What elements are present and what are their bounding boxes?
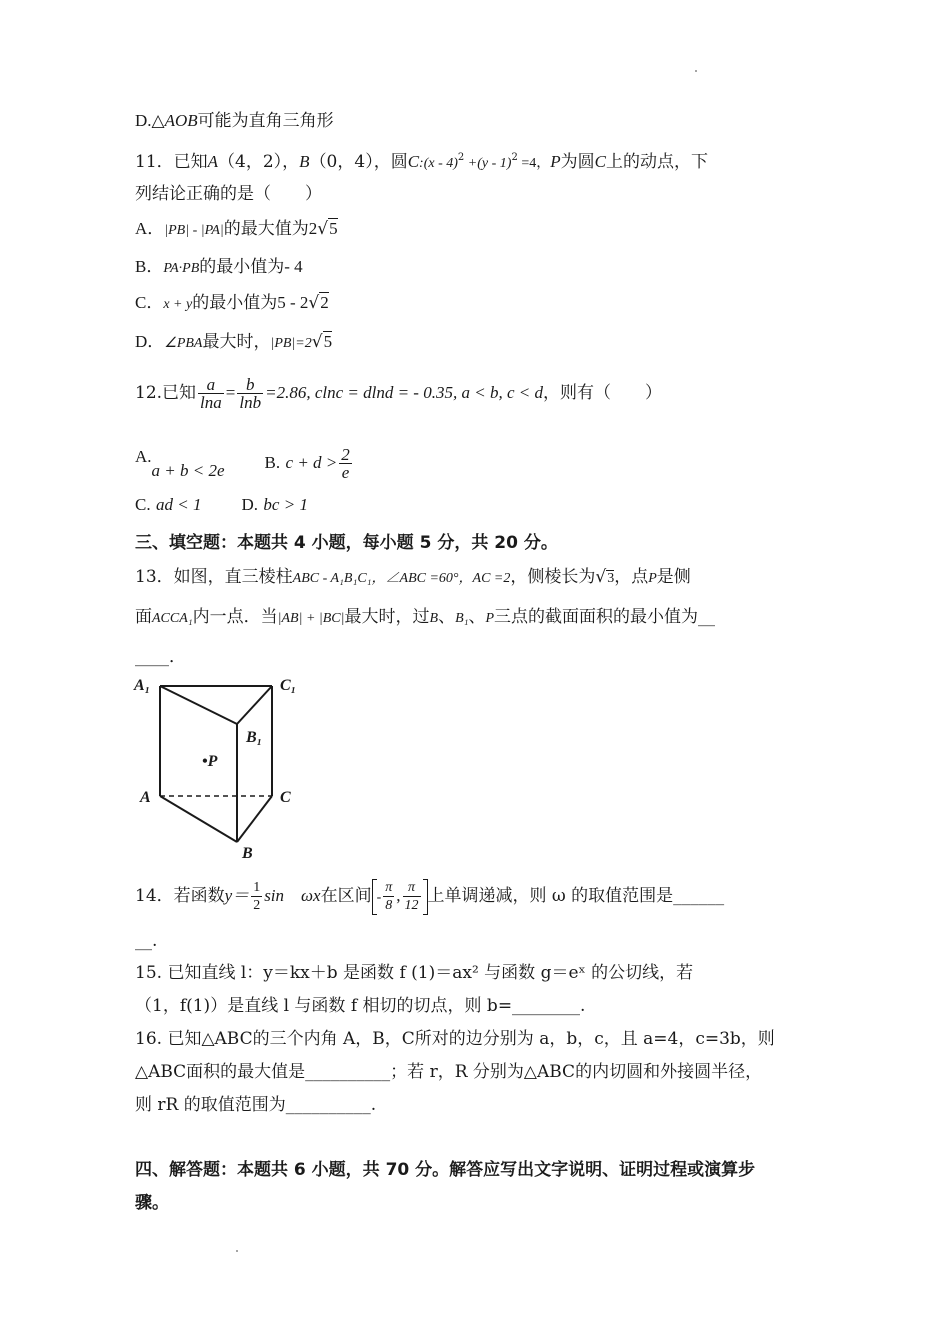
label-a1: A₁	[134, 677, 151, 694]
question-11: 11．已知A（4，2），B（0，4），圆C:(x - 4)$^2$ +(y - 1)$^2$ =4，P为圆C上的动点，下	[135, 152, 708, 172]
question-11-option-a: A．|PB| - |PA|的最大值为2√5	[135, 219, 338, 239]
section-4-heading-line2: 骤。	[135, 1193, 169, 1213]
fraction-a-over-lna: $\frac{a}{\ln a}$	[200, 375, 222, 412]
question-11-option-d: D．∠PBA最大时，|PB|=2√5	[135, 332, 333, 352]
edge-a1b1	[160, 686, 237, 724]
prism-figure	[130, 672, 310, 862]
question-13-line2: 面ACCA₁内一点．当|AB| + |BC|最大时，过B、B₁、P三点的截面面积的最小值为__	[135, 607, 716, 627]
edge-ab	[160, 796, 237, 842]
label-c: C	[280, 789, 291, 806]
question-15-line2: （1，f(1)）是直线 l 与函数 f 相切的切点，则 b=________.	[135, 996, 586, 1016]
label-a: A	[140, 789, 151, 806]
section-3-heading: 三、填空题：本题共 4 小题，每小题 5 分，共 20 分。	[135, 533, 558, 553]
question-12-options-ab: A.a + b < 2e B. c + d > $\frac{2}{e}$	[135, 445, 350, 482]
label-b: B	[242, 845, 253, 862]
scan-dot-top	[695, 70, 697, 72]
question-13-line3: ____．	[135, 647, 186, 667]
question-16: 16. 已知△ABC的三个内角 A，B，C所对的边分别为 a，b，c，且 a=4，c=3b，则	[135, 1029, 775, 1049]
label-c1: C₁	[280, 677, 297, 694]
scan-dot-bottom	[236, 1250, 238, 1252]
question-11-option-b: B．PA·PB的最小值为- 4	[135, 257, 303, 277]
fraction-b-over-lnb: $\frac{b}{\ln b}$	[239, 375, 262, 412]
fraction-pi-over-12: $\frac{\pi}{12}$	[404, 880, 419, 913]
fraction-one-half: $\frac{1}{2}$	[253, 880, 261, 913]
question-16-line3: 则 rR 的取值范围为__________.	[135, 1095, 377, 1115]
edge-c1b1	[237, 686, 272, 724]
edge-cb	[237, 796, 272, 842]
option-d-prev: D.△AOB可能为直角三角形	[135, 111, 334, 131]
fraction-pi-over-8: $\frac{\pi}{8}$	[385, 880, 393, 913]
question-15: 15. 已知直线 l：y＝kx＋b 是函数 f (1)＝ax² 与函数 g＝eˣ 的公切线，若	[135, 963, 694, 983]
question-16-line2: △ABC面积的最大值是__________；若 r，R 分别为△ABC的内切圆和外接圆半径，	[135, 1062, 763, 1082]
label-p: •P	[202, 753, 218, 770]
question-11-line2: 列结论正确的是（ ）	[135, 184, 322, 204]
question-12-options-cd: C. ad < 1 D. bc > 1	[135, 495, 308, 514]
section-4-heading: 四、解答题：本题共 6 小题，共 70 分。解答应写出文字说明、证明过程或演算步	[135, 1160, 756, 1180]
question-14-line2: __.	[135, 931, 158, 951]
question-14: 14．若函数y＝ $\frac{1}{2}$ sin ωx在区间 - $\frac{\pi}{8}$ , $\frac{\pi}{12}$ 上单调递减，则 ω 的取值范围是______	[135, 880, 725, 913]
question-11-option-c: C．x + y的最小值为5 - 2√2	[135, 293, 329, 313]
question-13: 13．如图，直三棱柱ABC - A₁B₁C₁，∠ABC =60°，AC =2，侧棱长为√3，点P是侧	[135, 567, 691, 587]
label-b1: B₁	[246, 729, 263, 746]
question-12: 12.已知 $\frac{a}{\ln a}$ = $\frac{b}{\ln b}$ =2.86, clnc = dlnd = - 0.35, a < b, c < d，则有（ ）	[135, 375, 662, 412]
fraction-2-over-e: $\frac{2}{e}$	[341, 445, 350, 482]
